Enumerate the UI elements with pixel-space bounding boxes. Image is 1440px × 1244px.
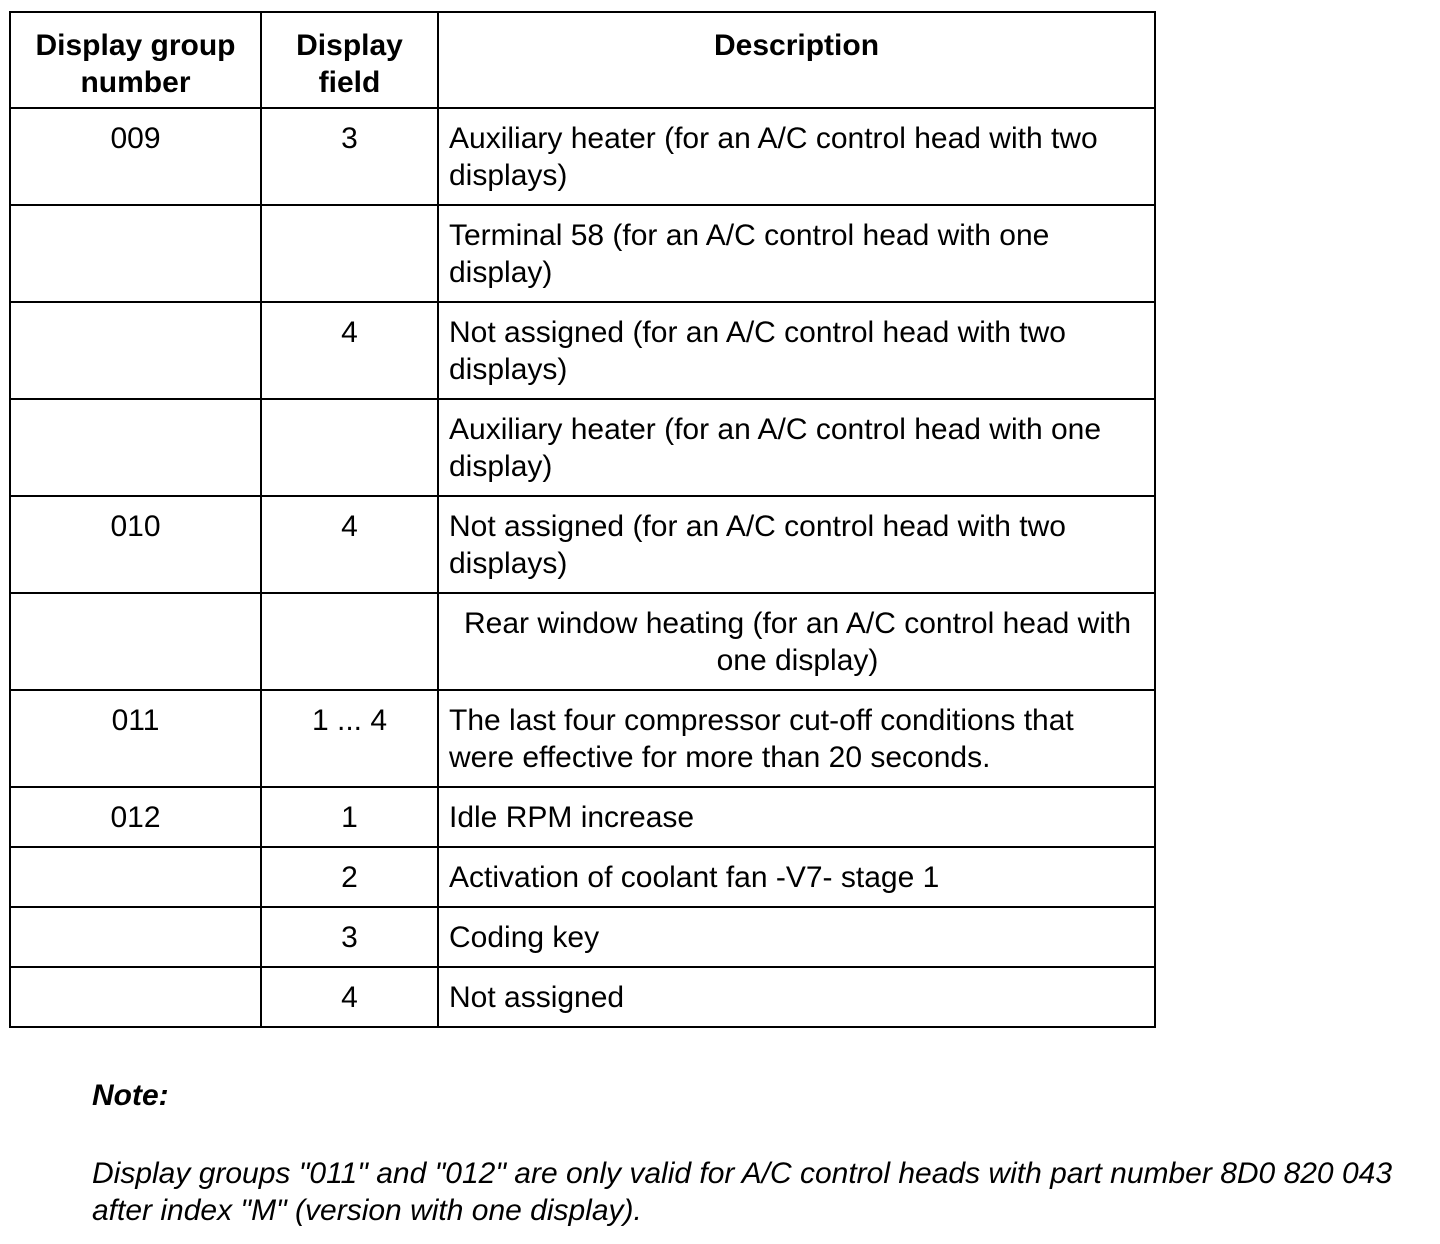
cell-field: 4 — [261, 967, 438, 1027]
cell-description: Activation of coolant fan -V7- stage 1 — [438, 847, 1155, 907]
table-row — [10, 907, 1155, 967]
cell-group: 012 — [10, 787, 261, 847]
cell-field: 4 — [261, 496, 438, 593]
cell-group — [10, 593, 261, 690]
display-groups-table — [9, 11, 1156, 1028]
cell-description: Not assigned (for an A/C control head with two displays) — [438, 302, 1155, 399]
cell-group — [10, 967, 261, 1027]
table-row — [10, 847, 1155, 907]
table-row — [10, 302, 1155, 399]
cell-description: Auxiliary heater (for an A/C control head with two displays) — [438, 108, 1155, 205]
cell-description: Auxiliary heater (for an A/C control head with one display) — [438, 399, 1155, 496]
note-title: Note: — [92, 1079, 169, 1112]
cell-field: 3 — [261, 108, 438, 205]
cell-description: Coding key — [438, 907, 1155, 967]
cell-description: Rear window heating (for an A/C control head with one display) — [438, 593, 1155, 690]
cell-group — [10, 399, 261, 496]
table-row — [10, 787, 1155, 847]
header-display-group-number: Display group number — [10, 12, 261, 108]
cell-group — [10, 205, 261, 302]
cell-group — [10, 302, 261, 399]
table-row — [10, 108, 1155, 205]
table-row — [10, 967, 1155, 1027]
cell-group: 009 — [10, 108, 261, 205]
header-display-field: Display field — [261, 12, 438, 108]
cell-field — [261, 593, 438, 690]
table-row — [10, 205, 1155, 302]
table-header-row — [10, 12, 1155, 108]
cell-field: 1 ... 4 — [261, 690, 438, 787]
cell-field: 2 — [261, 847, 438, 907]
cell-description: Terminal 58 (for an A/C control head with one display) — [438, 205, 1155, 302]
header-description: Description — [438, 12, 1155, 108]
cell-field — [261, 205, 438, 302]
cell-group — [10, 847, 261, 907]
table-row — [10, 593, 1155, 690]
cell-description: The last four compressor cut-off conditions that were effective for more than 20 seconds. — [438, 690, 1155, 787]
table-row — [10, 690, 1155, 787]
cell-description: Not assigned (for an A/C control head with two displays) — [438, 496, 1155, 593]
cell-field: 1 — [261, 787, 438, 847]
cell-group: 010 — [10, 496, 261, 593]
cell-group — [10, 907, 261, 967]
cell-field — [261, 399, 438, 496]
cell-field: 4 — [261, 302, 438, 399]
cell-field: 3 — [261, 907, 438, 967]
cell-description: Not assigned — [438, 967, 1155, 1027]
table-row — [10, 399, 1155, 496]
note-text: Display groups "011" and "012" are only valid for A/C control heads with part number 8D0 820 043 after index "M" (version with one display). — [92, 1157, 1393, 1227]
cell-description: Idle RPM increase — [438, 787, 1155, 847]
cell-group: 011 — [10, 690, 261, 787]
table-row — [10, 496, 1155, 593]
